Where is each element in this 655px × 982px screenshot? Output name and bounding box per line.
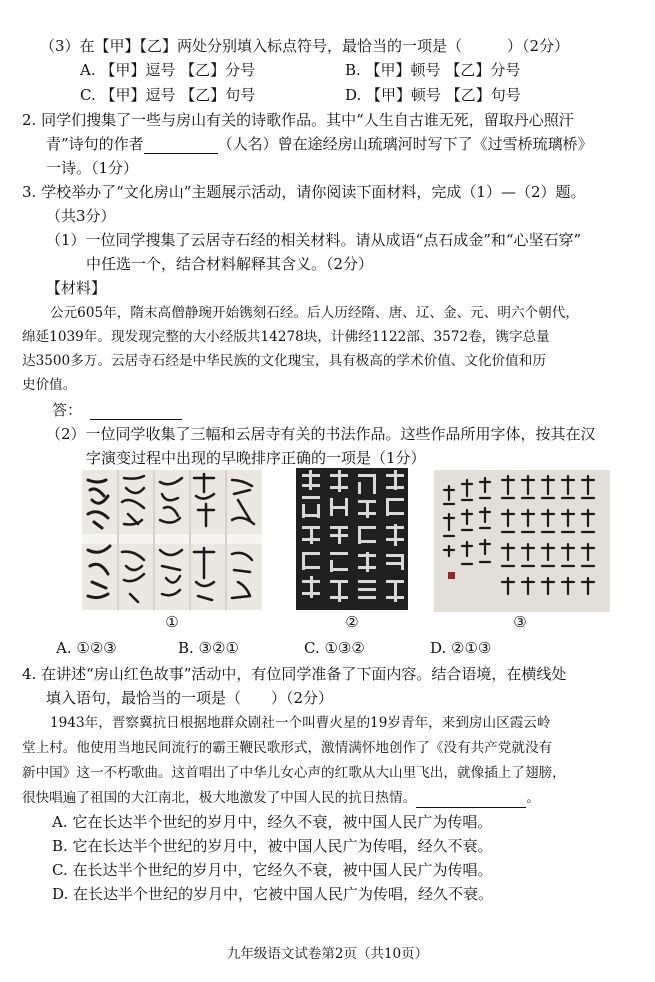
calligraphy-caption-3: ③ [513, 613, 527, 631]
q4-passage-end: 。 [526, 790, 540, 806]
q2-line3: 一诗。（1分） [46, 159, 139, 177]
q2-line2 [46, 134, 593, 154]
q4-option-c[interactable]: C. 在长达半个世纪的岁月中，它经久不衰，被中国人民广为传唱。 [52, 861, 493, 879]
q4-passage-line4-text: 很快唱遍了祖国的大江南北，极大地激发了中国人民的抗日热情。 [22, 790, 417, 806]
calligraphy-caption-1: ① [165, 613, 179, 631]
q3-line1: 3. 学校举办了“文化房山”主题展示活动，请你阅读下面材料，完成（1）—（2）题。 [22, 183, 586, 201]
q2-line2-a: 青”诗句的作者 [46, 135, 144, 153]
q3-material-label: 【材料】 [46, 279, 107, 297]
q3-material-line2: 绵延1039年。现发现完整的大小经版共14278块，计佛经1122部、3572卷，镌字总量 [22, 329, 550, 345]
q3-material-line1: 公元605年，隋末高僧静琬开始镌刻石经。后人历经隋、唐、辽、金、元、明六个朝代， [50, 305, 579, 321]
q4-passage-line2: 堂上村。他使用当地民间流行的霸王鞭民歌形式，激情满怀地创作了《没有共产党就没有 [22, 740, 553, 756]
q3-2-option-a[interactable]: A. ①②③ [56, 639, 117, 657]
calligraphy-strokes-1 [82, 470, 262, 610]
q3-2-option-d[interactable]: D. ②①③ [430, 639, 492, 657]
q4-passage-line3: 新中国》这一不朽歌曲。这首唱出了中华儿女心声的红歌从大山里飞出，就像插上了翅膀， [22, 765, 566, 781]
q3-2-option-c[interactable]: C. ①③② [304, 639, 365, 657]
q4-option-a[interactable]: A. 它在长达半个世纪的岁月中，经久不衰，被中国人民广为传唱。 [52, 813, 493, 831]
q3-sub1-line2: 中任选一个，结合材料解释其含义。（2分） [86, 255, 374, 273]
q4-line1: 4. 在讲述“房山红色故事”活动中，有位同学准备了下面内容。结合语境，在横线处 [22, 665, 567, 683]
q3-sub2-line2: 字演变过程中出现的早晚排序正确的一项是（1分） [86, 449, 426, 467]
q2-answer-blank[interactable] [144, 139, 218, 154]
q4-passage-line1: 1943年，晋察冀抗日根据地群众剧社一个叫曹火星的19岁青年，来到房山区霞云岭 [50, 715, 551, 731]
q3-line2: （共3分） [46, 207, 116, 225]
q4-line2: 填入语句，最恰当的一项是（ ）（2分） [46, 689, 334, 707]
calligraphy-image-2 [296, 468, 408, 610]
q2-line1: 2. 同学们搜集了一些与房山有关的诗歌作品。其中“人生自古谁无死，留取丹心照汗 [22, 111, 574, 129]
q3-material-line4: 史价值。 [22, 377, 77, 393]
q1-3-option-d[interactable]: D. 【甲】顿号 【乙】句号 [345, 86, 521, 104]
q1-3-option-a[interactable]: A. 【甲】逗号 【乙】分号 [80, 61, 256, 79]
page-footer: 九年级语文试卷第2页（共10页） [226, 946, 429, 962]
q1-3-stem: （3）在【甲】【乙】两处分别填入标点符号，最恰当的一项是（ ）（2分） [40, 37, 570, 55]
q3-answer-blank[interactable] [90, 405, 182, 420]
q1-3-option-b[interactable]: B. 【甲】顿号 【乙】分号 [345, 61, 521, 79]
q4-option-b[interactable]: B. 它在长达半个世纪的岁月中，被中国人民广为传唱，经久不衰。 [52, 837, 493, 855]
q4-passage-line4 [22, 788, 540, 808]
calligraphy-caption-2: ② [345, 613, 359, 631]
q3-sub1-line1: （1）一位同学搜集了云居寺石经的相关材料。请从成语“点石成金”和“心坚石穿” [46, 231, 582, 249]
q3-answer-line [52, 400, 182, 420]
q4-answer-blank[interactable] [416, 793, 526, 808]
q3-material-line3: 达3500多万。云居寺石经是中华民族的文化瑰宝，具有极高的学术价值、文化价值和历 [22, 353, 546, 369]
calligraphy-strokes-3 [434, 470, 610, 612]
q3-answer-label: 答： [52, 401, 83, 419]
q3-sub2-line1: （2）一位同学收集了三幅和云居寺有关的书法作品。这些作品所用字体，按其在汉 [46, 425, 596, 443]
calligraphy-image-1 [82, 470, 262, 610]
q4-option-d[interactable]: D. 在长达半个世纪的岁月中，它被中国人民广为传唱，经久不衰。 [52, 885, 494, 903]
calligraphy-image-3 [434, 470, 610, 612]
q1-3-option-c[interactable]: C. 【甲】逗号 【乙】句号 [80, 86, 256, 104]
q2-line2-b: （人名）曾在途经房山琉璃河时写下了《过雪桥琉璃桥》 [217, 135, 593, 153]
calligraphy-strokes-2 [296, 468, 408, 610]
q3-2-option-b[interactable]: B. ③②① [178, 639, 239, 657]
